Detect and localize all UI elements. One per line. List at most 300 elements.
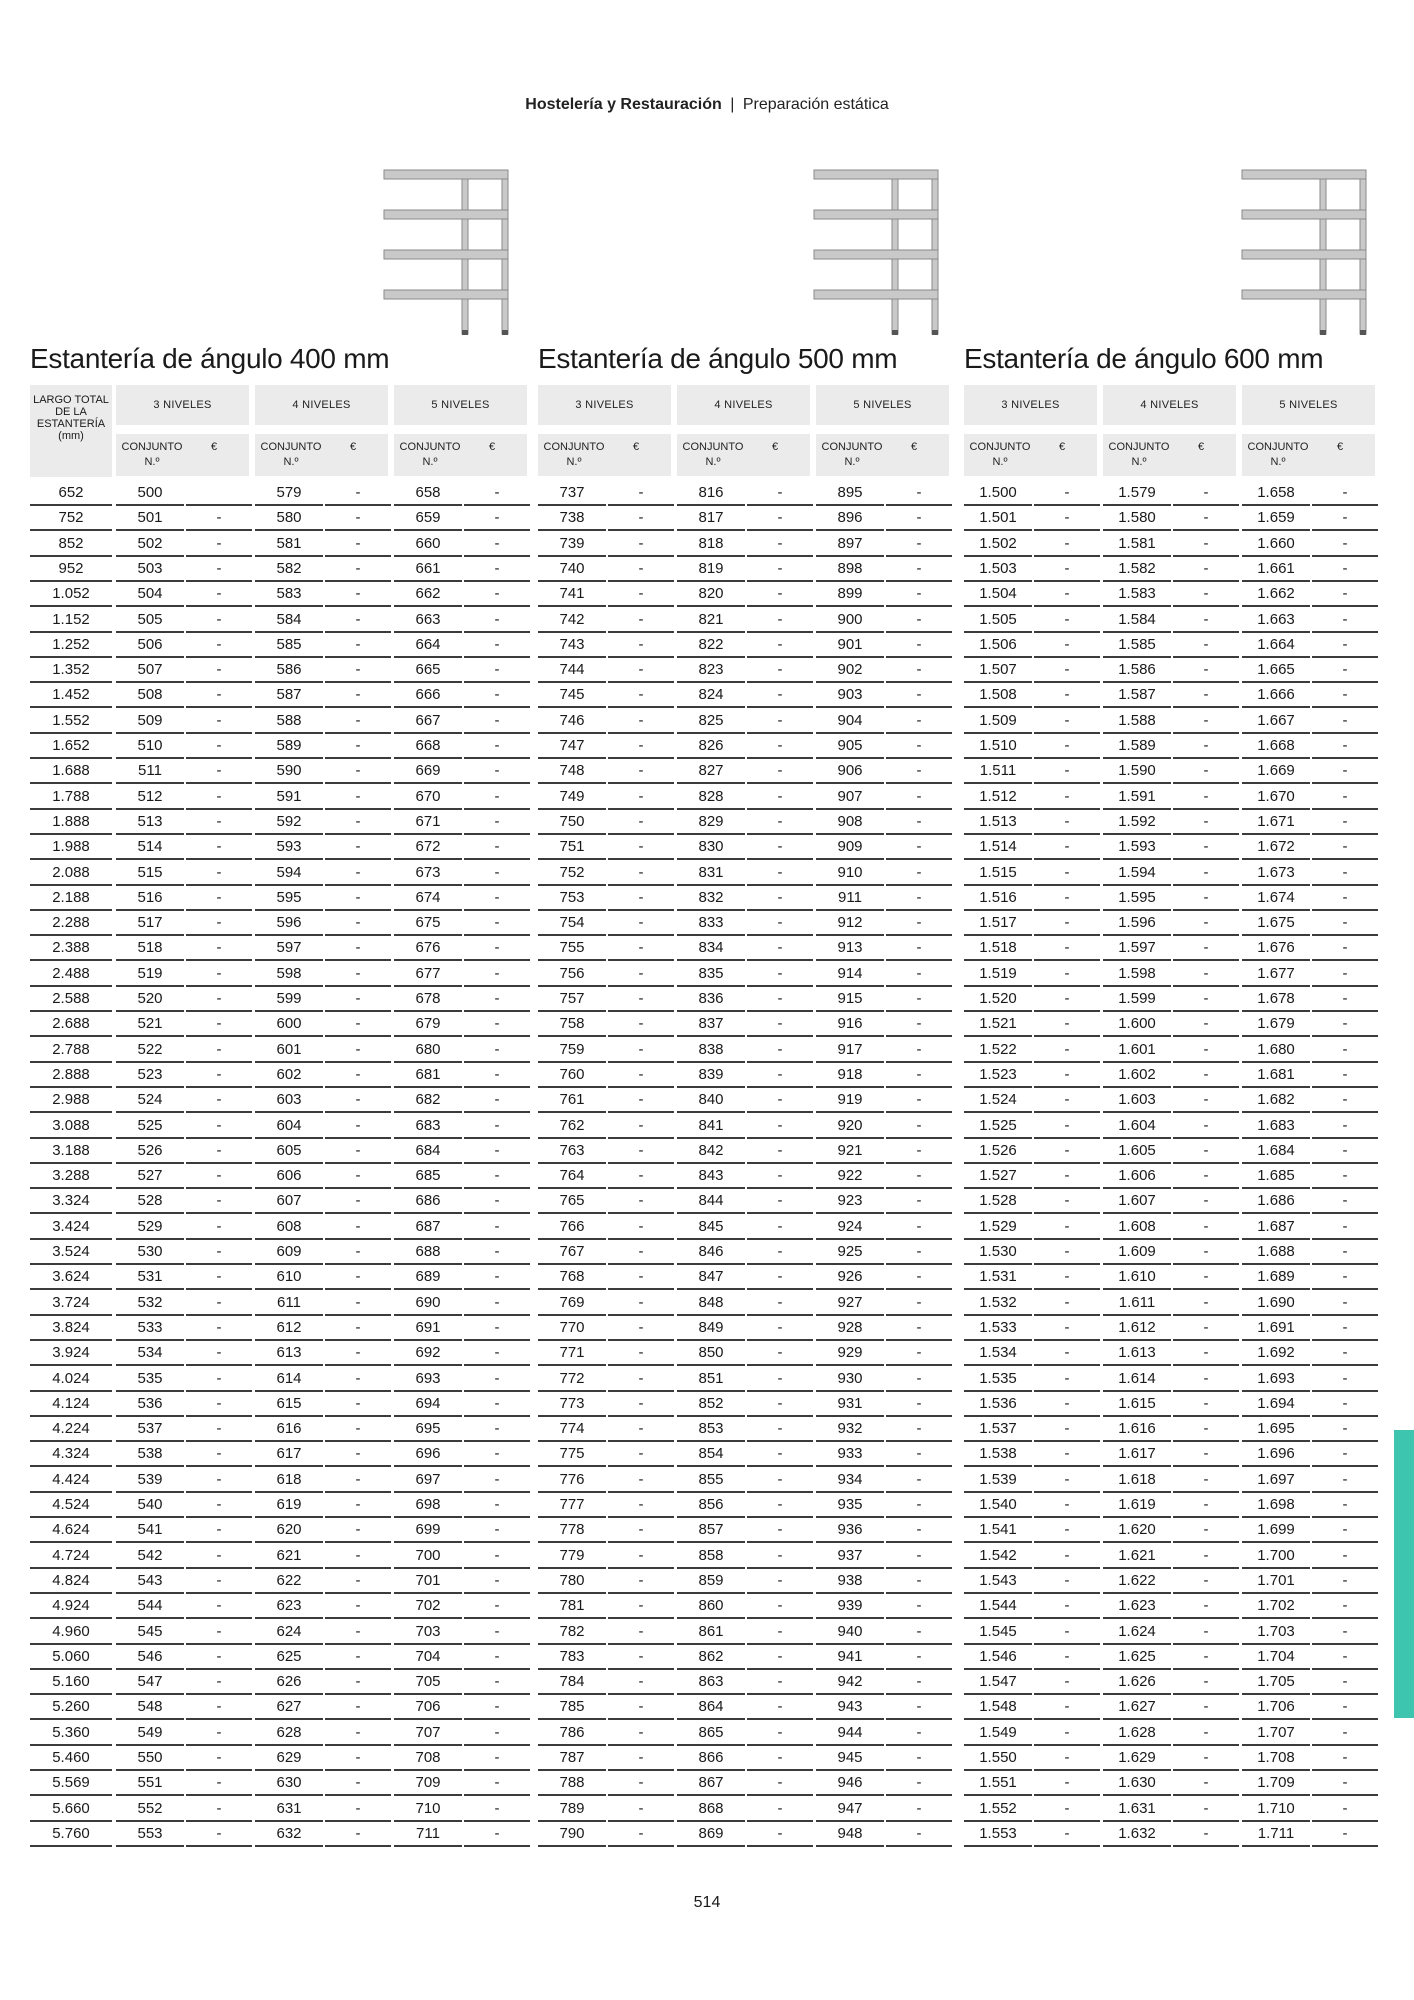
price-cell: - (608, 760, 674, 784)
length-cell: 3.524 (30, 1241, 112, 1265)
price-cell: - (1173, 1823, 1239, 1847)
price-cell: - (325, 786, 391, 810)
price-cell: - (747, 482, 813, 506)
set-number-cell: 783 (538, 1646, 606, 1670)
set-number-cell: 777 (538, 1494, 606, 1518)
price-cell: - (1034, 836, 1100, 860)
price-cell: - (1034, 583, 1100, 607)
set-number-cell: 512 (116, 786, 184, 810)
price-cell: - (325, 735, 391, 759)
set-number-cell: 760 (538, 1064, 606, 1088)
set-number-cell: 857 (677, 1519, 745, 1543)
set-number-cell: 771 (538, 1342, 606, 1366)
set-number-cell: 659 (394, 507, 462, 531)
set-number-cell: 666 (394, 684, 462, 708)
price-cell: - (1173, 533, 1239, 557)
price-cell: - (186, 1115, 252, 1139)
price-cell: - (464, 659, 530, 683)
price-cell: - (186, 1342, 252, 1366)
price-cell: - (464, 1089, 530, 1113)
price-cell: - (747, 1140, 813, 1164)
set-number-cell: 932 (816, 1418, 884, 1442)
price-cell: - (1173, 1342, 1239, 1366)
set-number-cell: 1.592 (1103, 811, 1171, 835)
set-number-cell: 534 (116, 1342, 184, 1366)
set-number-cell: 592 (255, 811, 323, 835)
price-cell: - (325, 482, 391, 506)
price-cell: - (608, 912, 674, 936)
price-cell: - (186, 1393, 252, 1417)
price-cell: - (608, 482, 674, 506)
price-cell: - (1034, 1722, 1100, 1746)
price-cell: - (886, 1671, 952, 1695)
price-cell: - (886, 1368, 952, 1392)
set-number-cell: 897 (816, 533, 884, 557)
set-number-cell: 1.667 (1242, 710, 1310, 734)
section-name: Hostelería y Restauración (525, 96, 722, 113)
price-cell: - (325, 887, 391, 911)
set-number-cell: 545 (116, 1621, 184, 1645)
table-title: Estantería de ángulo 500 mm (538, 343, 898, 374)
price-cell: - (608, 1241, 674, 1265)
set-number-cell: 789 (538, 1798, 606, 1822)
price-cell: - (1312, 1368, 1378, 1392)
price-cell: - (325, 1292, 391, 1316)
set-number-cell: 1.599 (1103, 988, 1171, 1012)
set-number-cell: 614 (255, 1368, 323, 1392)
set-number-cell: 818 (677, 533, 745, 557)
set-number-cell: 922 (816, 1165, 884, 1189)
price-cell: - (325, 507, 391, 531)
set-number-cell: 1.602 (1103, 1064, 1171, 1088)
price-cell: - (747, 533, 813, 557)
length-cell: 4.424 (30, 1469, 112, 1493)
set-number-cell: 895 (816, 482, 884, 506)
set-number-cell: 516 (116, 887, 184, 911)
price-cell: - (1034, 988, 1100, 1012)
set-number-cell: 828 (677, 786, 745, 810)
set-number-cell: 692 (394, 1342, 462, 1366)
price-cell: - (608, 836, 674, 860)
set-number-cell: 696 (394, 1443, 462, 1467)
set-number-cell: 1.603 (1103, 1089, 1171, 1113)
set-number-cell: 600 (255, 1013, 323, 1037)
price-cell: - (1312, 1570, 1378, 1594)
set-number-cell: 1.665 (1242, 659, 1310, 683)
price-cell: - (1312, 1443, 1378, 1467)
price-cell: - (325, 1671, 391, 1695)
price-cell: - (186, 1519, 252, 1543)
price-cell: - (464, 1165, 530, 1189)
price-cell: - (325, 1140, 391, 1164)
set-number-cell: 926 (816, 1266, 884, 1290)
price-cell: - (608, 583, 674, 607)
euro-label: € (489, 441, 496, 453)
price-cell: - (1173, 1772, 1239, 1796)
set-number-cell: 596 (255, 912, 323, 936)
price-cell: - (464, 887, 530, 911)
length-cell: 1.988 (30, 836, 112, 860)
price-cell: - (1173, 1393, 1239, 1417)
set-number-cell: 869 (677, 1823, 745, 1847)
set-number-cell: 703 (394, 1621, 462, 1645)
set-number-cell: 582 (255, 558, 323, 582)
price-cell: - (186, 1469, 252, 1493)
set-number-cell: 1.669 (1242, 760, 1310, 784)
set-number-cell: 527 (116, 1165, 184, 1189)
price-cell: - (186, 1545, 252, 1569)
set-number-cell: 782 (538, 1621, 606, 1645)
price-cell: - (325, 609, 391, 633)
shelf-image (812, 168, 940, 338)
price-cell: - (325, 1266, 391, 1290)
price-cell: - (464, 1696, 530, 1720)
set-number-cell: 694 (394, 1393, 462, 1417)
set-number-cell: 621 (255, 1545, 323, 1569)
price-cell: - (186, 1165, 252, 1189)
set-number-cell: 1.700 (1242, 1545, 1310, 1569)
set-number-cell: 911 (816, 887, 884, 911)
set-number-label: CONJUNTO N.º (682, 441, 744, 468)
level-header: 3 NIVELES (964, 385, 1097, 425)
set-number-cell: 1.619 (1103, 1494, 1171, 1518)
price-cell: - (186, 1823, 252, 1847)
set-number-cell: 662 (394, 583, 462, 607)
price-cell: - (747, 937, 813, 961)
price-cell: - (464, 735, 530, 759)
price-cell: - (1312, 482, 1378, 506)
price-cell: - (886, 912, 952, 936)
set-number-cell: 1.526 (964, 1140, 1032, 1164)
price-cell: - (464, 1494, 530, 1518)
set-number-cell: 900 (816, 609, 884, 633)
set-number-cell: 623 (255, 1595, 323, 1619)
set-number-cell: 678 (394, 988, 462, 1012)
price-cell: - (1312, 1671, 1378, 1695)
set-number-cell: 1.674 (1242, 887, 1310, 911)
set-number-cell: 896 (816, 507, 884, 531)
price-cell: - (325, 1621, 391, 1645)
price-cell: - (1034, 1039, 1100, 1063)
set-number-cell: 1.515 (964, 862, 1032, 886)
set-number-cell: 522 (116, 1039, 184, 1063)
set-number-cell: 710 (394, 1798, 462, 1822)
price-cell: - (464, 862, 530, 886)
price-cell: - (747, 1266, 813, 1290)
length-cell: 4.724 (30, 1545, 112, 1569)
price-cell: - (886, 1545, 952, 1569)
price-cell: - (1173, 1241, 1239, 1265)
price-cell: - (886, 963, 952, 987)
price-cell: - (1312, 1747, 1378, 1771)
set-number-cell: 1.606 (1103, 1165, 1171, 1189)
price-cell: - (186, 887, 252, 911)
set-number-cell: 941 (816, 1646, 884, 1670)
set-number-cell: 1.707 (1242, 1722, 1310, 1746)
set-number-cell: 779 (538, 1545, 606, 1569)
price-cell: - (1173, 634, 1239, 658)
set-number-cell: 1.523 (964, 1064, 1032, 1088)
set-number-cell: 1.703 (1242, 1621, 1310, 1645)
set-number-cell: 1.710 (1242, 1798, 1310, 1822)
set-number-cell: 681 (394, 1064, 462, 1088)
price-cell: - (886, 1266, 952, 1290)
set-number-cell: 1.518 (964, 937, 1032, 961)
set-number-cell: 1.609 (1103, 1241, 1171, 1265)
set-number-cell: 1.687 (1242, 1216, 1310, 1240)
price-cell: - (747, 1064, 813, 1088)
set-number-cell: 934 (816, 1469, 884, 1493)
set-number-cell: 525 (116, 1115, 184, 1139)
set-number-cell: 920 (816, 1115, 884, 1139)
price-cell: - (747, 1393, 813, 1417)
price-cell: - (325, 1798, 391, 1822)
set-number-cell: 1.711 (1242, 1823, 1310, 1847)
price-cell: - (464, 760, 530, 784)
set-number-cell: 940 (816, 1621, 884, 1645)
price-cell: - (608, 735, 674, 759)
set-number-cell: 1.659 (1242, 507, 1310, 531)
euro-label: € (350, 441, 357, 453)
price-cell: - (1173, 558, 1239, 582)
price-cell: - (186, 1292, 252, 1316)
set-number-cell: 683 (394, 1115, 462, 1139)
price-cell: - (1312, 760, 1378, 784)
price-cell: - (747, 659, 813, 683)
set-number-cell: 841 (677, 1115, 745, 1139)
price-cell: - (325, 1064, 391, 1088)
set-number-cell: 770 (538, 1317, 606, 1341)
set-number-cell: 935 (816, 1494, 884, 1518)
set-number-cell: 1.519 (964, 963, 1032, 987)
price-cell: - (1173, 735, 1239, 759)
price-cell: - (608, 1747, 674, 1771)
set-number-cell: 933 (816, 1443, 884, 1467)
price-cell: - (1173, 786, 1239, 810)
price-cell: - (1312, 1519, 1378, 1543)
price-cell: - (1173, 1013, 1239, 1037)
price-cell: - (886, 558, 952, 582)
price-cell: - (1173, 659, 1239, 683)
price-cell: - (747, 1368, 813, 1392)
set-number-cell: 1.626 (1103, 1671, 1171, 1695)
set-number-cell: 580 (255, 507, 323, 531)
set-number-cell: 1.528 (964, 1190, 1032, 1214)
length-cell: 752 (30, 507, 112, 531)
set-number-cell: 1.501 (964, 507, 1032, 531)
set-number-cell: 929 (816, 1342, 884, 1366)
set-number-cell: 1.504 (964, 583, 1032, 607)
set-number-cell: 1.582 (1103, 558, 1171, 582)
price-cell: - (1034, 1342, 1100, 1366)
price-cell: - (186, 1747, 252, 1771)
set-number-cell: 1.630 (1103, 1772, 1171, 1796)
price-cell: - (1173, 1696, 1239, 1720)
set-number-cell: 853 (677, 1418, 745, 1442)
price-cell: - (464, 1570, 530, 1594)
price-cell: - (608, 1292, 674, 1316)
set-number-cell: 607 (255, 1190, 323, 1214)
price-cell: - (608, 862, 674, 886)
set-number-cell: 821 (677, 609, 745, 633)
set-number-cell: 660 (394, 533, 462, 557)
set-number-cell: 1.629 (1103, 1747, 1171, 1771)
price-cell: - (886, 1469, 952, 1493)
price-cell: - (464, 507, 530, 531)
set-number-cell: 924 (816, 1216, 884, 1240)
price-cell: - (1173, 1165, 1239, 1189)
set-number-cell: 819 (677, 558, 745, 582)
price-cell: - (1034, 659, 1100, 683)
set-number-cell: 1.507 (964, 659, 1032, 683)
price-cell: - (464, 1342, 530, 1366)
length-cell: 4.960 (30, 1621, 112, 1645)
length-cell: 5.060 (30, 1646, 112, 1670)
set-number-cell: 688 (394, 1241, 462, 1265)
price-cell: - (1173, 963, 1239, 987)
price-cell: - (1173, 760, 1239, 784)
price-cell: - (747, 1494, 813, 1518)
level-header: 3 NIVELES (538, 385, 671, 425)
price-cell: - (1173, 836, 1239, 860)
set-number-cell: 616 (255, 1418, 323, 1442)
set-number-cell: 898 (816, 558, 884, 582)
set-number-cell: 535 (116, 1368, 184, 1392)
price-cell: - (1312, 1317, 1378, 1341)
set-number-cell: 1.522 (964, 1039, 1032, 1063)
price-cell: - (464, 1545, 530, 1569)
price-cell: - (1173, 1190, 1239, 1214)
set-number-label: CONJUNTO N.º (821, 441, 883, 468)
set-number-cell: 1.671 (1242, 811, 1310, 835)
price-cell: - (608, 811, 674, 835)
set-number-cell: 1.622 (1103, 1570, 1171, 1594)
price-cell: - (325, 937, 391, 961)
length-cell: 5.160 (30, 1671, 112, 1695)
set-number-cell: 693 (394, 1368, 462, 1392)
set-number-cell: 1.705 (1242, 1671, 1310, 1695)
set-number-cell: 1.538 (964, 1443, 1032, 1467)
price-cell: - (325, 558, 391, 582)
price-cell: - (1173, 1646, 1239, 1670)
price-cell: - (1173, 1722, 1239, 1746)
set-number-cell: 1.688 (1242, 1241, 1310, 1265)
set-number-label: CONJUNTO N.º (399, 441, 461, 468)
price-cell: - (886, 1216, 952, 1240)
price-cell: - (1034, 684, 1100, 708)
price-cell: - (886, 684, 952, 708)
set-number-cell: 944 (816, 1722, 884, 1746)
set-number-cell: 824 (677, 684, 745, 708)
set-number-label: CONJUNTO N.º (543, 441, 605, 468)
length-cell: 852 (30, 533, 112, 557)
price-cell: - (608, 963, 674, 987)
set-number-cell: 766 (538, 1216, 606, 1240)
set-number-cell: 540 (116, 1494, 184, 1518)
price-cell: - (325, 1545, 391, 1569)
set-number-cell: 843 (677, 1165, 745, 1189)
set-number-cell: 686 (394, 1190, 462, 1214)
set-number-cell: 612 (255, 1317, 323, 1341)
set-number-cell: 679 (394, 1013, 462, 1037)
set-number-cell: 1.691 (1242, 1317, 1310, 1341)
price-cell: - (1312, 735, 1378, 759)
length-cell: 3.188 (30, 1140, 112, 1164)
price-cell: - (747, 634, 813, 658)
set-number-cell: 1.510 (964, 735, 1032, 759)
set-number-cell: 1.546 (964, 1646, 1032, 1670)
set-number-cell: 833 (677, 912, 745, 936)
set-number-cell: 599 (255, 988, 323, 1012)
price-cell: - (747, 1696, 813, 1720)
set-number-cell: 917 (816, 1039, 884, 1063)
set-number-cell: 1.664 (1242, 634, 1310, 658)
set-number-cell: 1.675 (1242, 912, 1310, 936)
price-cell: - (464, 963, 530, 987)
set-number-cell: 1.695 (1242, 1418, 1310, 1442)
set-number-cell: 619 (255, 1494, 323, 1518)
price-cell: - (186, 1494, 252, 1518)
set-number-cell: 665 (394, 659, 462, 683)
set-number-cell: 754 (538, 912, 606, 936)
price-cell: - (1312, 1722, 1378, 1746)
set-number-cell: 916 (816, 1013, 884, 1037)
set-number-cell: 1.508 (964, 684, 1032, 708)
set-number-cell: 773 (538, 1393, 606, 1417)
price-cell: - (1312, 836, 1378, 860)
price-cell: - (886, 1165, 952, 1189)
set-number-cell: 510 (116, 735, 184, 759)
price-cell: - (186, 1317, 252, 1341)
set-number-cell: 1.612 (1103, 1317, 1171, 1341)
price-cell: - (886, 1646, 952, 1670)
price-cell: - (1173, 1292, 1239, 1316)
price-cell: - (325, 1317, 391, 1341)
set-number-cell: 1.686 (1242, 1190, 1310, 1214)
length-cell: 2.588 (30, 988, 112, 1012)
set-number-cell: 551 (116, 1772, 184, 1796)
euro-label: € (1059, 441, 1066, 453)
price-cell: - (186, 1798, 252, 1822)
set-number-cell: 517 (116, 912, 184, 936)
set-number-cell: 585 (255, 634, 323, 658)
set-number-label: CONJUNTO N.º (969, 441, 1031, 468)
price-cell: - (747, 735, 813, 759)
price-cell: - (464, 1013, 530, 1037)
price-cell: - (1034, 533, 1100, 557)
price-cell: - (1312, 1696, 1378, 1720)
price-cell: - (325, 1772, 391, 1796)
set-number-cell: 1.709 (1242, 1772, 1310, 1796)
price-cell: - (186, 836, 252, 860)
price-cell: - (464, 1039, 530, 1063)
set-number-cell: 591 (255, 786, 323, 810)
price-cell: - (464, 1064, 530, 1088)
set-number-cell: 1.547 (964, 1671, 1032, 1695)
set-number-cell: 664 (394, 634, 462, 658)
price-cell: - (886, 1317, 952, 1341)
price-cell: - (1034, 1266, 1100, 1290)
price-cell: - (608, 1595, 674, 1619)
length-cell: 2.388 (30, 937, 112, 961)
sub-header (394, 434, 527, 476)
set-number-cell: 921 (816, 1140, 884, 1164)
length-cell: 4.024 (30, 1368, 112, 1392)
set-number-cell: 1.502 (964, 533, 1032, 557)
level-header: 3 NIVELES (116, 385, 249, 425)
set-number-cell: 601 (255, 1039, 323, 1063)
set-number-cell: 1.624 (1103, 1621, 1171, 1645)
